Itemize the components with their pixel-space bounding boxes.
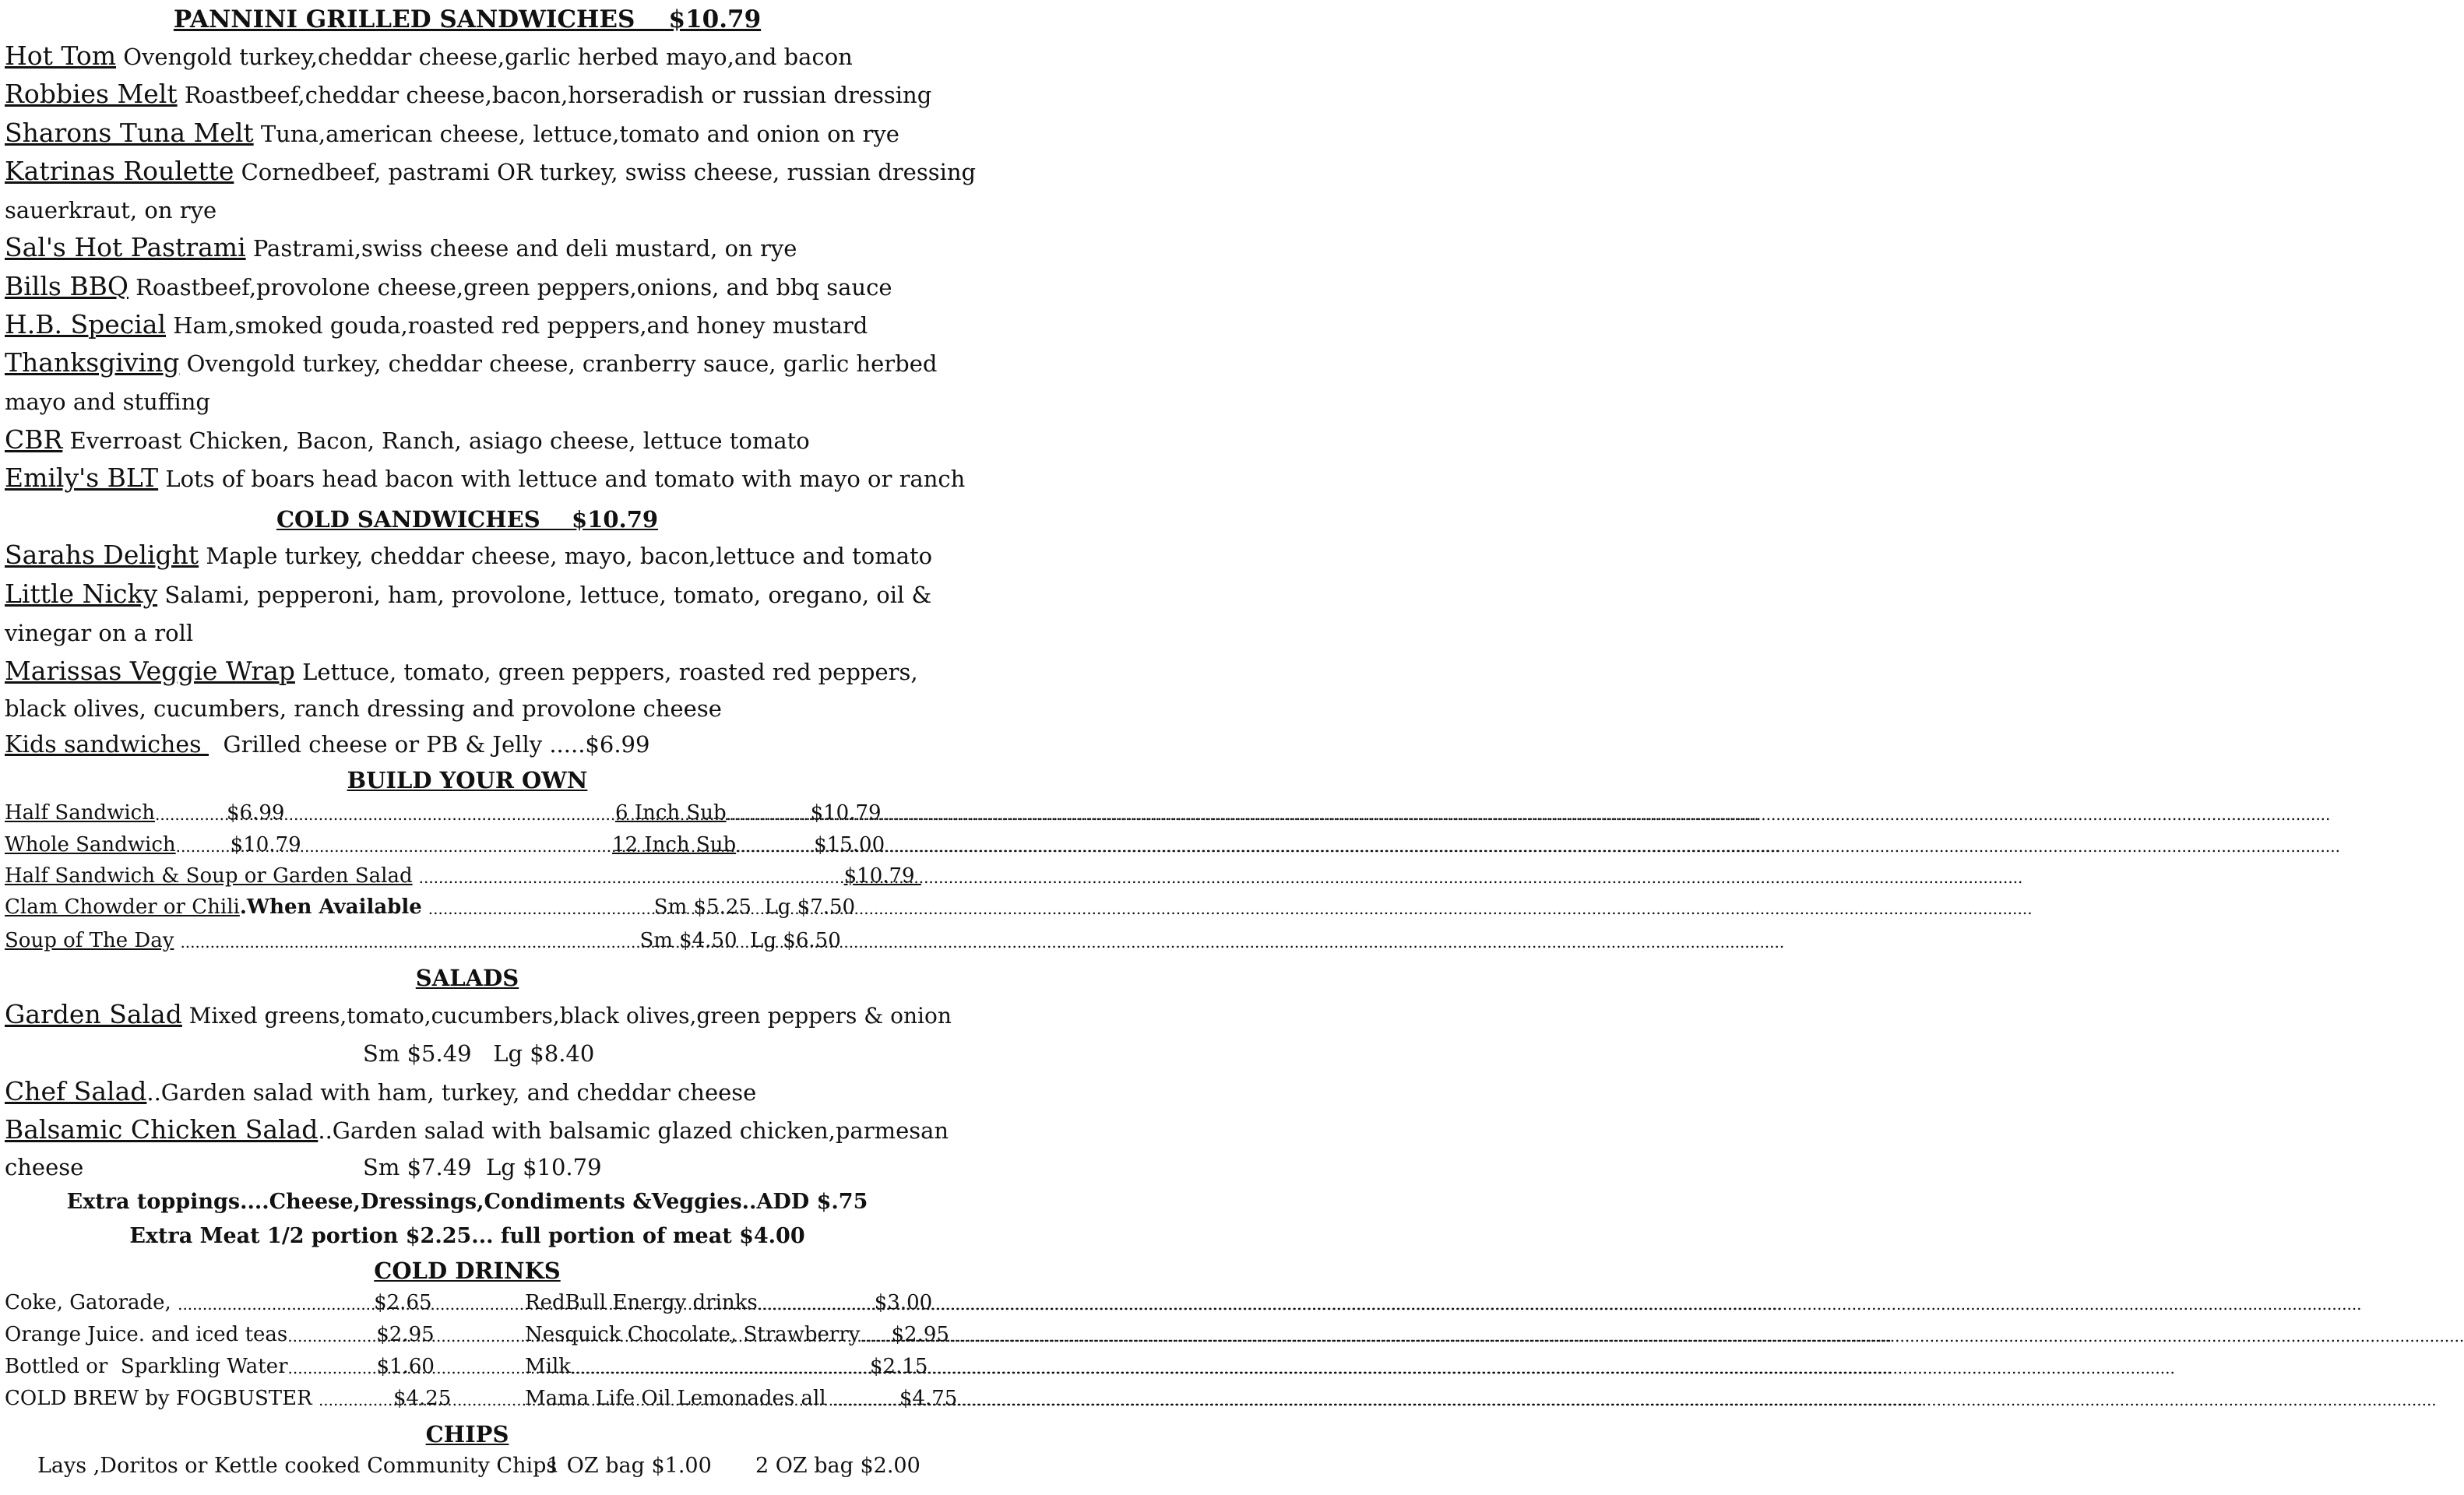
soup-of-the-day-row	[5, 927, 841, 954]
drink-row	[525, 1385, 957, 1412]
clam-chowder-row	[5, 894, 855, 920]
menu-item-thanksgiving	[5, 347, 938, 379]
soup-of-the-day-label: Soup of The Day	[5, 929, 174, 952]
leader-dots	[178, 1293, 374, 1316]
menu-item-emilys-blt	[5, 463, 966, 494]
item-name: Thanksgiving	[5, 347, 180, 378]
combo-label: Half Sandwich & Soup or Garden Salad	[5, 864, 413, 888]
panini-heading: PANNINI GRILLED SANDWICHES $10.79	[173, 5, 762, 33]
whole-sandwich-price: $10.79	[230, 833, 301, 857]
item-name: Emily's BLT	[5, 463, 159, 493]
drink-price: $1.60	[376, 1355, 435, 1378]
item-name: Katrinas Roulette	[5, 156, 234, 186]
item-name: Sal's Hot Pastrami	[5, 232, 246, 262]
item-desc: ..Garden salad with ham, turkey, and cheddar cheese	[146, 1079, 757, 1106]
item-desc-continued: vinegar on a roll	[5, 620, 194, 646]
half-sandwich-label: Half Sandwich	[5, 801, 155, 825]
item-desc: Roastbeef,provolone cheese,green peppers,onions, and bbq sauce	[128, 274, 892, 301]
drink-row	[525, 1289, 932, 1316]
clam-chowder-label: Clam Chowder or Chili	[5, 895, 240, 919]
build-your-own-heading: BUILD YOUR OWN	[347, 767, 588, 793]
drink-label: Mama Life Oil Lemonades all	[525, 1387, 832, 1410]
drink-label: COLD BREW by FOGBUSTER	[5, 1387, 319, 1410]
leader-dots	[758, 1293, 875, 1316]
item-desc: Roastbeef,cheddar cheese,bacon,horseradish or russian dressing	[177, 82, 932, 108]
item-desc: Ham,smoked gouda,roasted red peppers,and honey mustard	[166, 312, 868, 339]
soup-of-the-day-price: Sm $4.50 Lg $6.50	[639, 929, 841, 952]
when-available-note: .When Available	[239, 895, 422, 919]
six-inch-sub-label: 6 Inch Sub	[615, 801, 727, 825]
menu-item-garden-salad	[5, 999, 952, 1032]
drink-row	[5, 1385, 451, 1412]
leader-dots	[428, 897, 654, 920]
clam-chowder-price: Sm $5.25 Lg $7.50	[653, 895, 856, 919]
drink-row	[5, 1353, 435, 1380]
half-sandwich-price: $6.99	[226, 801, 285, 825]
six-inch-sub-row	[615, 800, 882, 826]
chips-description: Lays ,Doritos or Kettle cooked Community Chips	[37, 1454, 558, 1478]
leader-dots	[727, 803, 811, 826]
item-desc: Everroast Chicken, Bacon, Ranch, asiago cheese, lettuce tomato	[62, 427, 810, 454]
drink-label: Milk	[525, 1355, 572, 1378]
chips-small-price: 1 OZ bag $1.00	[547, 1454, 712, 1478]
menu-item-chef-salad	[5, 1076, 930, 1108]
item-desc: Cornedbeef, pastrami OR turkey, swiss cheese, russian dressing	[234, 159, 977, 185]
cold-sandwiches-heading: COLD SANDWICHES $10.79	[276, 506, 659, 533]
menu-item-sharons-tuna-melt	[5, 118, 930, 150]
menu-item-bills-bbq	[5, 271, 930, 303]
item-name: Chef Salad	[5, 1076, 147, 1106]
kids-sandwiches	[5, 729, 930, 761]
chips-large-price: 2 OZ bag $2.00	[755, 1454, 920, 1478]
menu-page	[0, 0, 977, 1495]
menu-item-little-nicky	[5, 579, 930, 610]
leader-dots	[736, 835, 814, 858]
twelve-inch-sub-price: $15.00	[814, 833, 885, 857]
menu-item-balsamic-chicken-salad	[5, 1114, 949, 1146]
whole-sandwich-label: Whole Sandwich	[5, 833, 176, 857]
kids-desc: Grilled cheese or PB & Jelly .....$6.99	[209, 731, 650, 758]
item-desc-continued: cheese	[5, 1154, 84, 1180]
item-name: Sarahs Delight	[5, 540, 199, 570]
item-desc-continued: sauerkraut, on rye	[5, 197, 217, 223]
drink-label: RedBull Energy drinks	[525, 1291, 758, 1314]
menu-item-katrinas-roulette	[5, 156, 977, 188]
menu-item-cbr	[5, 424, 930, 456]
drink-price: $4.25	[392, 1387, 452, 1410]
drink-label: Coke, Gatorade,	[5, 1291, 178, 1314]
combo-price: $10.79	[843, 864, 921, 888]
drink-price: $2.95	[376, 1323, 435, 1346]
leader-dots	[176, 835, 231, 858]
garden-salad-price: Sm $5.49 Lg $8.40	[363, 1040, 595, 1067]
item-desc: Pastrami,swiss cheese and deli mustard, on rye	[245, 235, 797, 262]
item-name: Marissas Veggie Wrap	[5, 656, 295, 686]
item-desc-continued: mayo and stuffing	[5, 389, 210, 415]
leader-dots	[319, 1388, 393, 1412]
drink-label: Bottled or Sparkling Water	[5, 1355, 288, 1378]
item-desc-continued: black olives, cucumbers, ranch dressing and provolone cheese	[5, 695, 722, 722]
leader-dots	[832, 1388, 899, 1412]
drink-price: $2.95	[891, 1323, 949, 1346]
leader-dots	[180, 930, 639, 954]
leader-dots	[860, 1324, 891, 1348]
chips-heading: CHIPS	[425, 1421, 509, 1448]
menu-item-robbies-melt	[5, 79, 930, 111]
item-desc: ..Garden salad with balsamic glazed chicken,parmesan	[318, 1117, 949, 1144]
salads-heading: SALADS	[415, 965, 519, 991]
item-name: Bills BBQ	[5, 271, 128, 301]
extra-toppings-note: Extra toppings....Cheese,Dressings,Condiments &Veggies..ADD $.75	[66, 1190, 868, 1214]
menu-item-hb-special	[5, 309, 930, 341]
drink-price: $2.65	[374, 1291, 432, 1314]
item-name: Garden Salad	[5, 999, 182, 1029]
drink-price: $4.75	[899, 1387, 958, 1410]
extra-meat-note: Extra Meat 1/2 portion $2.25... full portion of meat $4.00	[129, 1224, 805, 1248]
leader-dots	[288, 1356, 377, 1380]
item-name: Hot Tom	[5, 40, 117, 71]
drink-price: $2.15	[870, 1355, 928, 1378]
item-desc: Ovengold turkey,cheddar cheese,garlic herbed mayo,and bacon	[116, 44, 853, 70]
item-desc: Mixed greens,tomato,cucumbers,black olives,green peppers & onion	[181, 1003, 952, 1029]
drink-price: $3.00	[874, 1291, 933, 1314]
item-name: Sharons Tuna Melt	[5, 118, 254, 148]
drink-row	[525, 1353, 928, 1380]
drink-label: Nesquick Chocolate, Strawberry	[525, 1323, 861, 1346]
cold-drinks-heading: COLD DRINKS	[374, 1258, 561, 1284]
half-sandwich-soup-row	[5, 863, 921, 889]
menu-item-sals-hot-pastrami	[5, 232, 930, 264]
drink-row	[5, 1321, 435, 1348]
menu-item-sarahs-delight	[5, 540, 933, 572]
leader-dots	[571, 1356, 870, 1380]
item-name: Little Nicky	[5, 579, 158, 609]
item-desc: Lots of boars head bacon with lettuce and tomato with mayo or ranch	[158, 466, 966, 492]
item-name: Balsamic Chicken Salad	[5, 1114, 319, 1145]
half-sandwich-row	[5, 800, 284, 826]
twelve-inch-sub-row	[612, 832, 885, 858]
menu-item-hot-tom	[5, 40, 930, 72]
leader-dots	[287, 1324, 376, 1348]
leader-dots	[419, 866, 844, 889]
balsamic-salad-price: Sm $7.49 Lg $10.79	[363, 1154, 602, 1180]
item-desc: Tuna,american cheese, lettuce,tomato and onion on rye	[253, 121, 899, 147]
item-desc: Maple turkey, cheddar cheese, mayo, bacon,lettuce and tomato	[199, 543, 933, 569]
drink-row	[525, 1321, 949, 1348]
item-name: Robbies Melt	[5, 79, 178, 109]
item-desc: Salami, pepperoni, ham, provolone, lettuce, tomato, oregano, oil &	[157, 582, 932, 608]
six-inch-sub-price: $10.79	[810, 801, 882, 825]
item-desc: Lettuce, tomato, green peppers, roasted red peppers,	[294, 659, 918, 685]
item-name: CBR	[5, 424, 63, 455]
menu-item-marissas-veggie-wrap	[5, 656, 930, 688]
twelve-inch-sub-label: 12 Inch Sub	[612, 833, 737, 857]
drink-label: Orange Juice. and iced teas	[5, 1323, 288, 1346]
kids-label: Kids sandwiches	[5, 731, 209, 758]
drink-row	[5, 1289, 432, 1316]
leader-dots	[155, 803, 227, 826]
whole-sandwich-row	[5, 832, 301, 858]
item-name: H.B. Special	[5, 309, 167, 339]
item-desc: Ovengold turkey, cheddar cheese, cranberry sauce, garlic herbed	[179, 350, 938, 377]
